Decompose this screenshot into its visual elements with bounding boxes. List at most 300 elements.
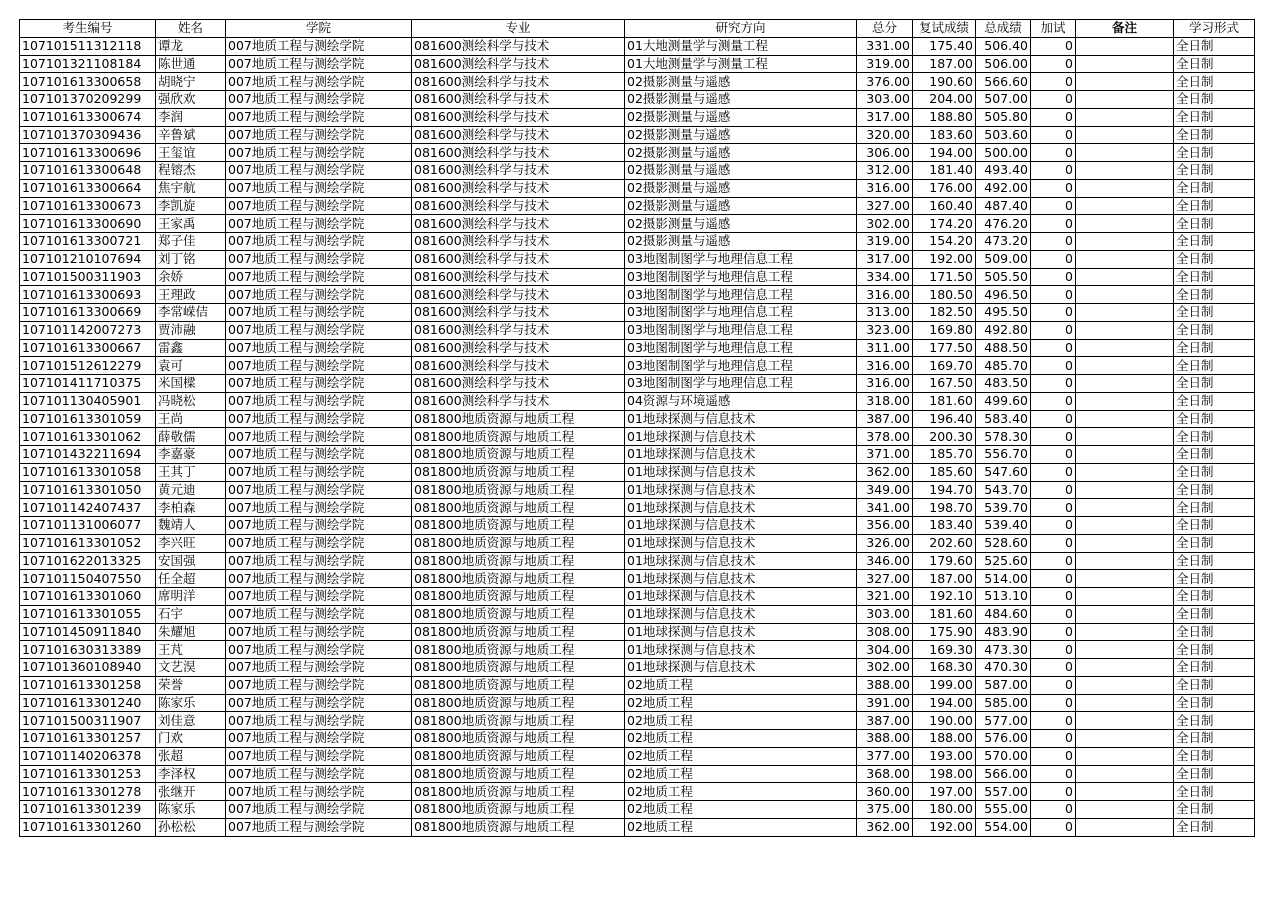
cell-exam-id: 107101613301050 xyxy=(20,481,156,499)
cell-major: 081600测绘科学与技术 xyxy=(412,37,625,55)
cell-study-mode: 全日制 xyxy=(1174,605,1255,623)
cell-extra-test: 0 xyxy=(1031,605,1076,623)
cell-remarks xyxy=(1076,144,1174,162)
cell-total-score: 327.00 xyxy=(857,197,913,215)
admission-score-table xyxy=(19,19,1255,837)
cell-retest-score: 192.10 xyxy=(913,588,976,606)
table-row xyxy=(20,605,1255,623)
cell-remarks xyxy=(1076,37,1174,55)
cell-name: 孙松松 xyxy=(156,818,226,836)
cell-total-score: 326.00 xyxy=(857,534,913,552)
cell-research-direction: 02地质工程 xyxy=(625,747,857,765)
cell-retest-score: 194.70 xyxy=(913,481,976,499)
cell-name: 刘佳意 xyxy=(156,712,226,730)
cell-extra-test: 0 xyxy=(1031,286,1076,304)
cell-final-score: 484.60 xyxy=(976,605,1031,623)
cell-remarks xyxy=(1076,676,1174,694)
cell-major: 081600测绘科学与技术 xyxy=(412,179,625,197)
cell-name: 王其丁 xyxy=(156,463,226,481)
cell-study-mode: 全日制 xyxy=(1174,108,1255,126)
cell-total-score: 387.00 xyxy=(857,712,913,730)
table-row xyxy=(20,268,1255,286)
cell-retest-score: 188.00 xyxy=(913,730,976,748)
cell-study-mode: 全日制 xyxy=(1174,712,1255,730)
cell-extra-test: 0 xyxy=(1031,481,1076,499)
cell-remarks xyxy=(1076,446,1174,464)
cell-remarks xyxy=(1076,588,1174,606)
cell-research-direction: 01地球探测与信息技术 xyxy=(625,499,857,517)
cell-study-mode: 全日制 xyxy=(1174,659,1255,677)
cell-remarks xyxy=(1076,321,1174,339)
cell-study-mode: 全日制 xyxy=(1174,286,1255,304)
cell-major: 081600测绘科学与技术 xyxy=(412,268,625,286)
cell-remarks xyxy=(1076,428,1174,446)
cell-final-score: 578.30 xyxy=(976,428,1031,446)
cell-major: 081800地质资源与地质工程 xyxy=(412,694,625,712)
cell-exam-id: 107101613301260 xyxy=(20,818,156,836)
cell-total-score: 320.00 xyxy=(857,126,913,144)
cell-research-direction: 01地球探测与信息技术 xyxy=(625,463,857,481)
table-row xyxy=(20,730,1255,748)
cell-study-mode: 全日制 xyxy=(1174,641,1255,659)
cell-final-score: 473.20 xyxy=(976,233,1031,251)
cell-extra-test: 0 xyxy=(1031,179,1076,197)
cell-study-mode: 全日制 xyxy=(1174,765,1255,783)
cell-name: 李凯旋 xyxy=(156,197,226,215)
cell-total-score: 313.00 xyxy=(857,304,913,322)
cell-retest-score: 182.50 xyxy=(913,304,976,322)
cell-name: 李嘉豪 xyxy=(156,446,226,464)
cell-research-direction: 01地球探测与信息技术 xyxy=(625,446,857,464)
cell-final-score: 487.40 xyxy=(976,197,1031,215)
cell-major: 081800地质资源与地质工程 xyxy=(412,481,625,499)
cell-total-score: 356.00 xyxy=(857,517,913,535)
cell-final-score: 556.70 xyxy=(976,446,1031,464)
cell-college: 007地质工程与测绘学院 xyxy=(226,730,412,748)
cell-study-mode: 全日制 xyxy=(1174,73,1255,91)
cell-exam-id: 107101613300673 xyxy=(20,197,156,215)
cell-exam-id: 107101613300696 xyxy=(20,144,156,162)
table-row xyxy=(20,91,1255,109)
cell-remarks xyxy=(1076,197,1174,215)
cell-name: 冯晓松 xyxy=(156,392,226,410)
cell-total-score: 317.00 xyxy=(857,250,913,268)
cell-college: 007地质工程与测绘学院 xyxy=(226,268,412,286)
cell-final-score: 483.90 xyxy=(976,623,1031,641)
cell-remarks xyxy=(1076,339,1174,357)
cell-total-score: 311.00 xyxy=(857,339,913,357)
cell-major: 081800地质资源与地质工程 xyxy=(412,818,625,836)
cell-final-score: 495.50 xyxy=(976,304,1031,322)
cell-college: 007地质工程与测绘学院 xyxy=(226,463,412,481)
cell-retest-score: 167.50 xyxy=(913,375,976,393)
cell-final-score: 492.80 xyxy=(976,321,1031,339)
table-row xyxy=(20,481,1255,499)
cell-college: 007地质工程与测绘学院 xyxy=(226,534,412,552)
cell-name: 郑子佳 xyxy=(156,233,226,251)
cell-name: 李泽权 xyxy=(156,765,226,783)
table-row xyxy=(20,446,1255,464)
cell-name: 李常嵘佶 xyxy=(156,304,226,322)
cell-remarks xyxy=(1076,73,1174,91)
cell-retest-score: 190.60 xyxy=(913,73,976,91)
cell-remarks xyxy=(1076,55,1174,73)
cell-college: 007地质工程与测绘学院 xyxy=(226,605,412,623)
cell-college: 007地质工程与测绘学院 xyxy=(226,517,412,535)
cell-research-direction: 01地球探测与信息技术 xyxy=(625,570,857,588)
cell-extra-test: 0 xyxy=(1031,659,1076,677)
table-row xyxy=(20,162,1255,180)
cell-final-score: 587.00 xyxy=(976,676,1031,694)
cell-name: 谭龙 xyxy=(156,37,226,55)
cell-extra-test: 0 xyxy=(1031,765,1076,783)
column-header-college: 学院 xyxy=(226,20,412,38)
cell-major: 081800地质资源与地质工程 xyxy=(412,534,625,552)
cell-research-direction: 02摄影测量与遥感 xyxy=(625,233,857,251)
table-row xyxy=(20,801,1255,819)
cell-major: 081600测绘科学与技术 xyxy=(412,321,625,339)
cell-final-score: 585.00 xyxy=(976,694,1031,712)
table-row xyxy=(20,641,1255,659)
cell-study-mode: 全日制 xyxy=(1174,339,1255,357)
cell-total-score: 371.00 xyxy=(857,446,913,464)
cell-name: 贾沛融 xyxy=(156,321,226,339)
cell-extra-test: 0 xyxy=(1031,339,1076,357)
cell-final-score: 506.40 xyxy=(976,37,1031,55)
cell-total-score: 317.00 xyxy=(857,108,913,126)
cell-exam-id: 107101622013325 xyxy=(20,552,156,570)
cell-remarks xyxy=(1076,499,1174,517)
cell-name: 黄元迪 xyxy=(156,481,226,499)
cell-extra-test: 0 xyxy=(1031,517,1076,535)
table-row xyxy=(20,676,1255,694)
cell-major: 081800地质资源与地质工程 xyxy=(412,730,625,748)
cell-extra-test: 0 xyxy=(1031,410,1076,428)
table-row xyxy=(20,818,1255,836)
cell-remarks xyxy=(1076,481,1174,499)
cell-total-score: 302.00 xyxy=(857,215,913,233)
cell-major: 081800地质资源与地质工程 xyxy=(412,712,625,730)
cell-retest-score: 185.60 xyxy=(913,463,976,481)
cell-college: 007地质工程与测绘学院 xyxy=(226,499,412,517)
cell-extra-test: 0 xyxy=(1031,37,1076,55)
cell-name: 陈世通 xyxy=(156,55,226,73)
cell-extra-test: 0 xyxy=(1031,162,1076,180)
cell-retest-score: 168.30 xyxy=(913,659,976,677)
cell-total-score: 346.00 xyxy=(857,552,913,570)
cell-college: 007地质工程与测绘学院 xyxy=(226,91,412,109)
cell-extra-test: 0 xyxy=(1031,357,1076,375)
cell-extra-test: 0 xyxy=(1031,730,1076,748)
cell-study-mode: 全日制 xyxy=(1174,126,1255,144)
cell-research-direction: 03地图制图学与地理信息工程 xyxy=(625,321,857,339)
cell-name: 安国强 xyxy=(156,552,226,570)
cell-remarks xyxy=(1076,304,1174,322)
cell-extra-test: 0 xyxy=(1031,392,1076,410)
cell-final-score: 577.00 xyxy=(976,712,1031,730)
cell-college: 007地质工程与测绘学院 xyxy=(226,801,412,819)
cell-remarks xyxy=(1076,659,1174,677)
cell-name: 薛敬儒 xyxy=(156,428,226,446)
cell-remarks xyxy=(1076,818,1174,836)
cell-exam-id: 107101432211694 xyxy=(20,446,156,464)
cell-final-score: 555.00 xyxy=(976,801,1031,819)
cell-exam-id: 107101613300690 xyxy=(20,215,156,233)
cell-name: 李兴旺 xyxy=(156,534,226,552)
cell-exam-id: 107101411710375 xyxy=(20,375,156,393)
cell-exam-id: 107101500311903 xyxy=(20,268,156,286)
table-row xyxy=(20,783,1255,801)
cell-name: 王理政 xyxy=(156,286,226,304)
cell-college: 007地质工程与测绘学院 xyxy=(226,162,412,180)
column-header-remarks: 备注 xyxy=(1076,20,1174,38)
cell-remarks xyxy=(1076,801,1174,819)
cell-final-score: 583.40 xyxy=(976,410,1031,428)
cell-name: 魏靖人 xyxy=(156,517,226,535)
cell-major: 081800地质资源与地质工程 xyxy=(412,410,625,428)
cell-extra-test: 0 xyxy=(1031,801,1076,819)
cell-exam-id: 107101630313389 xyxy=(20,641,156,659)
cell-study-mode: 全日制 xyxy=(1174,410,1255,428)
cell-retest-score: 204.00 xyxy=(913,91,976,109)
cell-remarks xyxy=(1076,91,1174,109)
cell-exam-id: 107101613300721 xyxy=(20,233,156,251)
cell-college: 007地质工程与测绘学院 xyxy=(226,659,412,677)
cell-exam-id: 107101613301060 xyxy=(20,588,156,606)
cell-study-mode: 全日制 xyxy=(1174,517,1255,535)
cell-name: 石宇 xyxy=(156,605,226,623)
cell-final-score: 570.00 xyxy=(976,747,1031,765)
cell-college: 007地质工程与测绘学院 xyxy=(226,339,412,357)
cell-exam-id: 107101150407550 xyxy=(20,570,156,588)
cell-college: 007地质工程与测绘学院 xyxy=(226,676,412,694)
cell-exam-id: 107101613301058 xyxy=(20,463,156,481)
cell-retest-score: 177.50 xyxy=(913,339,976,357)
cell-exam-id: 107101142007273 xyxy=(20,321,156,339)
cell-remarks xyxy=(1076,250,1174,268)
cell-exam-id: 107101613301258 xyxy=(20,676,156,694)
cell-remarks xyxy=(1076,215,1174,233)
cell-research-direction: 02地质工程 xyxy=(625,818,857,836)
table-row xyxy=(20,286,1255,304)
cell-research-direction: 02地质工程 xyxy=(625,694,857,712)
cell-extra-test: 0 xyxy=(1031,499,1076,517)
cell-remarks xyxy=(1076,641,1174,659)
table-row xyxy=(20,534,1255,552)
cell-exam-id: 107101140206378 xyxy=(20,747,156,765)
cell-retest-score: 185.70 xyxy=(913,446,976,464)
cell-extra-test: 0 xyxy=(1031,55,1076,73)
cell-extra-test: 0 xyxy=(1031,783,1076,801)
cell-exam-id: 107101360108940 xyxy=(20,659,156,677)
table-row xyxy=(20,321,1255,339)
cell-remarks xyxy=(1076,712,1174,730)
cell-major: 081800地质资源与地质工程 xyxy=(412,747,625,765)
cell-retest-score: 187.00 xyxy=(913,570,976,588)
cell-study-mode: 全日制 xyxy=(1174,446,1255,464)
cell-exam-id: 107101613301239 xyxy=(20,801,156,819)
cell-college: 007地质工程与测绘学院 xyxy=(226,179,412,197)
cell-study-mode: 全日制 xyxy=(1174,268,1255,286)
cell-research-direction: 01地球探测与信息技术 xyxy=(625,659,857,677)
cell-study-mode: 全日制 xyxy=(1174,197,1255,215)
cell-extra-test: 0 xyxy=(1031,552,1076,570)
cell-college: 007地质工程与测绘学院 xyxy=(226,108,412,126)
cell-major: 081800地质资源与地质工程 xyxy=(412,517,625,535)
cell-total-score: 375.00 xyxy=(857,801,913,819)
cell-research-direction: 02摄影测量与遥感 xyxy=(625,179,857,197)
cell-college: 007地质工程与测绘学院 xyxy=(226,552,412,570)
cell-final-score: 496.50 xyxy=(976,286,1031,304)
cell-retest-score: 174.20 xyxy=(913,215,976,233)
cell-study-mode: 全日制 xyxy=(1174,481,1255,499)
cell-total-score: 303.00 xyxy=(857,605,913,623)
cell-retest-score: 190.00 xyxy=(913,712,976,730)
cell-exam-id: 107101613300674 xyxy=(20,108,156,126)
cell-research-direction: 01地球探测与信息技术 xyxy=(625,534,857,552)
cell-college: 007地质工程与测绘学院 xyxy=(226,250,412,268)
table-row xyxy=(20,570,1255,588)
cell-college: 007地质工程与测绘学院 xyxy=(226,304,412,322)
cell-extra-test: 0 xyxy=(1031,91,1076,109)
cell-study-mode: 全日制 xyxy=(1174,694,1255,712)
cell-extra-test: 0 xyxy=(1031,446,1076,464)
cell-final-score: 566.00 xyxy=(976,765,1031,783)
cell-exam-id: 107101613300648 xyxy=(20,162,156,180)
cell-research-direction: 01地球探测与信息技术 xyxy=(625,552,857,570)
cell-extra-test: 0 xyxy=(1031,215,1076,233)
cell-final-score: 492.00 xyxy=(976,179,1031,197)
column-header-study-mode: 学习形式 xyxy=(1174,20,1255,38)
cell-study-mode: 全日制 xyxy=(1174,375,1255,393)
table-row xyxy=(20,126,1255,144)
cell-research-direction: 03地图制图学与地理信息工程 xyxy=(625,286,857,304)
cell-study-mode: 全日制 xyxy=(1174,233,1255,251)
cell-research-direction: 03地图制图学与地理信息工程 xyxy=(625,304,857,322)
cell-research-direction: 02摄影测量与遥感 xyxy=(625,73,857,91)
cell-name: 余娇 xyxy=(156,268,226,286)
cell-research-direction: 02摄影测量与遥感 xyxy=(625,197,857,215)
cell-major: 081600测绘科学与技术 xyxy=(412,392,625,410)
cell-extra-test: 0 xyxy=(1031,623,1076,641)
cell-major: 081800地质资源与地质工程 xyxy=(412,552,625,570)
cell-exam-id: 107101613300658 xyxy=(20,73,156,91)
cell-retest-score: 196.40 xyxy=(913,410,976,428)
table-row xyxy=(20,108,1255,126)
cell-final-score: 547.60 xyxy=(976,463,1031,481)
cell-major: 081800地质资源与地质工程 xyxy=(412,570,625,588)
cell-exam-id: 107101370209299 xyxy=(20,91,156,109)
cell-exam-id: 107101613301278 xyxy=(20,783,156,801)
cell-study-mode: 全日制 xyxy=(1174,623,1255,641)
cell-retest-score: 169.30 xyxy=(913,641,976,659)
cell-research-direction: 03地图制图学与地理信息工程 xyxy=(625,250,857,268)
cell-college: 007地质工程与测绘学院 xyxy=(226,641,412,659)
cell-college: 007地质工程与测绘学院 xyxy=(226,126,412,144)
cell-total-score: 334.00 xyxy=(857,268,913,286)
cell-final-score: 505.80 xyxy=(976,108,1031,126)
cell-exam-id: 107101450911840 xyxy=(20,623,156,641)
cell-college: 007地质工程与测绘学院 xyxy=(226,623,412,641)
cell-retest-score: 183.60 xyxy=(913,126,976,144)
cell-retest-score: 175.90 xyxy=(913,623,976,641)
cell-name: 陈家乐 xyxy=(156,694,226,712)
cell-final-score: 507.00 xyxy=(976,91,1031,109)
cell-extra-test: 0 xyxy=(1031,126,1076,144)
table-row xyxy=(20,339,1255,357)
cell-remarks xyxy=(1076,765,1174,783)
table-row xyxy=(20,712,1255,730)
cell-total-score: 388.00 xyxy=(857,730,913,748)
cell-research-direction: 02地质工程 xyxy=(625,730,857,748)
table-row xyxy=(20,659,1255,677)
cell-exam-id: 107101613301257 xyxy=(20,730,156,748)
cell-exam-id: 107101613301253 xyxy=(20,765,156,783)
cell-remarks xyxy=(1076,233,1174,251)
cell-major: 081800地质资源与地质工程 xyxy=(412,605,625,623)
cell-college: 007地质工程与测绘学院 xyxy=(226,428,412,446)
cell-final-score: 525.60 xyxy=(976,552,1031,570)
cell-name: 米国樑 xyxy=(156,375,226,393)
cell-retest-score: 179.60 xyxy=(913,552,976,570)
cell-retest-score: 193.00 xyxy=(913,747,976,765)
cell-remarks xyxy=(1076,534,1174,552)
cell-major: 081800地质资源与地质工程 xyxy=(412,463,625,481)
cell-college: 007地质工程与测绘学院 xyxy=(226,321,412,339)
cell-total-score: 349.00 xyxy=(857,481,913,499)
cell-total-score: 362.00 xyxy=(857,818,913,836)
cell-name: 文艺淏 xyxy=(156,659,226,677)
table-row xyxy=(20,37,1255,55)
cell-remarks xyxy=(1076,517,1174,535)
cell-final-score: 485.70 xyxy=(976,357,1031,375)
cell-college: 007地质工程与测绘学院 xyxy=(226,694,412,712)
cell-total-score: 303.00 xyxy=(857,91,913,109)
cell-name: 王芃 xyxy=(156,641,226,659)
cell-study-mode: 全日制 xyxy=(1174,730,1255,748)
cell-exam-id: 107101131006077 xyxy=(20,517,156,535)
cell-extra-test: 0 xyxy=(1031,676,1076,694)
cell-study-mode: 全日制 xyxy=(1174,144,1255,162)
cell-college: 007地质工程与测绘学院 xyxy=(226,783,412,801)
column-header-final-score: 总成绩 xyxy=(976,20,1031,38)
cell-remarks xyxy=(1076,357,1174,375)
cell-extra-test: 0 xyxy=(1031,712,1076,730)
cell-final-score: 514.00 xyxy=(976,570,1031,588)
cell-major: 081600测绘科学与技术 xyxy=(412,304,625,322)
cell-research-direction: 01地球探测与信息技术 xyxy=(625,481,857,499)
cell-exam-id: 107101613301062 xyxy=(20,428,156,446)
cell-major: 081800地质资源与地质工程 xyxy=(412,676,625,694)
table-row xyxy=(20,410,1255,428)
cell-remarks xyxy=(1076,463,1174,481)
cell-major: 081800地质资源与地质工程 xyxy=(412,801,625,819)
cell-college: 007地质工程与测绘学院 xyxy=(226,392,412,410)
cell-retest-score: 192.00 xyxy=(913,250,976,268)
cell-college: 007地质工程与测绘学院 xyxy=(226,481,412,499)
cell-name: 朱耀旭 xyxy=(156,623,226,641)
cell-total-score: 362.00 xyxy=(857,463,913,481)
cell-final-score: 503.60 xyxy=(976,126,1031,144)
cell-college: 007地质工程与测绘学院 xyxy=(226,197,412,215)
cell-total-score: 388.00 xyxy=(857,676,913,694)
cell-retest-score: 160.40 xyxy=(913,197,976,215)
cell-exam-id: 107101613300667 xyxy=(20,339,156,357)
cell-total-score: 306.00 xyxy=(857,144,913,162)
cell-name: 王家禹 xyxy=(156,215,226,233)
cell-study-mode: 全日制 xyxy=(1174,570,1255,588)
cell-research-direction: 01大地测量学与测量工程 xyxy=(625,37,857,55)
